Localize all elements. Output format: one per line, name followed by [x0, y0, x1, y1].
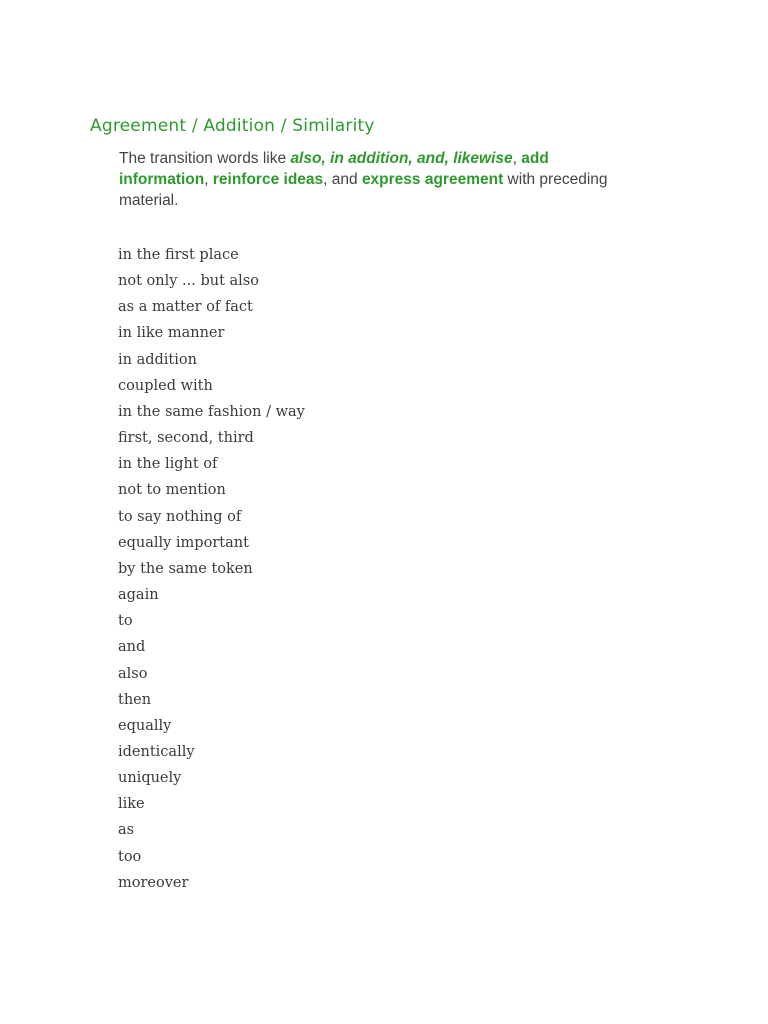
list-item: to: [118, 613, 133, 630]
intro-separator: ,: [512, 150, 522, 167]
list-item: in the light of: [118, 456, 218, 473]
intro-separator: , and: [323, 171, 362, 188]
list-item: to say nothing of: [118, 508, 242, 525]
list-item: moreover: [118, 874, 189, 891]
intro-prefix: The transition words like: [119, 150, 291, 167]
list-item: in addition: [118, 351, 197, 368]
list-item: in the first place: [118, 247, 239, 263]
list-item: as a matter of fact: [118, 299, 253, 316]
list-item: also: [118, 665, 148, 682]
list-item: coupled with: [118, 377, 213, 394]
list-item: not only ... but also: [118, 273, 259, 290]
intro-examples: also, in addition, and, likewise: [290, 150, 513, 167]
list-item: by the same token: [118, 560, 253, 577]
list-item: like: [118, 796, 145, 813]
intro-paragraph: [119, 148, 629, 211]
intro-separator: ,: [204, 171, 213, 188]
list-item: equally: [118, 717, 172, 734]
list-item: again: [118, 587, 159, 604]
list-item: as: [118, 822, 135, 839]
list-item: not to mention: [118, 482, 226, 499]
list-item: and: [118, 639, 146, 656]
transition-word-list: [118, 242, 305, 896]
list-item: identically: [118, 743, 195, 760]
intro-purpose-reinforce-ideas: reinforce ideas: [212, 171, 324, 188]
list-item: first, second, third: [118, 430, 254, 447]
list-item: equally important: [118, 534, 249, 551]
intro-purpose-express-agreement: express agreement: [361, 171, 504, 188]
intro-suffix: with preceding material.: [119, 171, 608, 209]
list-item: then: [118, 691, 152, 708]
list-item: too: [118, 848, 142, 865]
list-item: in like manner: [118, 325, 225, 342]
section-heading: Agreement / Addition / Similarity: [90, 116, 375, 136]
list-item: in the same fashion / way: [118, 403, 305, 420]
list-item: uniquely: [118, 770, 182, 787]
intro-purpose-add-information: add information: [119, 150, 549, 188]
